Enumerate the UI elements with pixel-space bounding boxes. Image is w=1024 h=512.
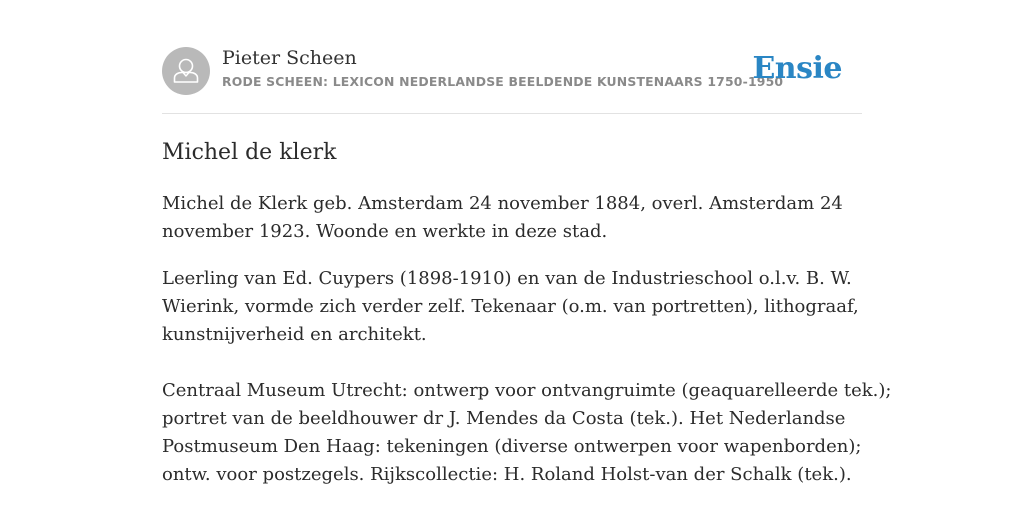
paragraph-biography — [162, 190, 852, 246]
paragraph-line: november 1923. Woonde en werkte in deze stad. — [162, 221, 608, 242]
paragraph-collections — [162, 377, 892, 489]
paragraph-line: Postmuseum Den Haag: tekeningen (diverse ontwerpen voor wapenborden); — [162, 436, 862, 457]
paragraph-line: Wierink, vormde zich verder zelf. Tekenaar (o.m. van portretten), lithograaf, — [162, 296, 859, 317]
ensie-logo[interactable]: Ensie — [752, 51, 842, 86]
author-source: RODE SCHEEN: LEXICON NEDERLANDSE BEELDENDE KUNSTENAARS 1750-1950 — [222, 74, 784, 89]
paragraph-training — [162, 265, 859, 349]
author-name[interactable]: Pieter Scheen — [222, 47, 357, 69]
paragraph-line: Leerling van Ed. Cuypers (1898-1910) en van de Industrieschool o.l.v. B. W. — [162, 268, 852, 289]
paragraph-line: Michel de Klerk geb. Amsterdam 24 november 1884, overl. Amsterdam 24 — [162, 193, 843, 214]
author-header — [162, 47, 862, 95]
article-title: Michel de klerk — [162, 140, 337, 165]
avatar[interactable] — [162, 47, 210, 95]
paragraph-line: Centraal Museum Utrecht: ontwerp voor ontvangruimte (geaquarelleerde tek.); — [162, 380, 892, 401]
paragraph-line: ontw. voor postzegels. Rijkscollectie: H. Roland Holst-van der Schalk (tek.). — [162, 464, 852, 485]
paragraph-line: portret van de beeldhouwer dr J. Mendes da Costa (tek.). Het Nederlandse — [162, 408, 846, 429]
page — [162, 0, 892, 512]
divider — [162, 113, 862, 114]
paragraph-line: kunstnijverheid en architekt. — [162, 324, 427, 345]
user-icon — [162, 47, 210, 95]
